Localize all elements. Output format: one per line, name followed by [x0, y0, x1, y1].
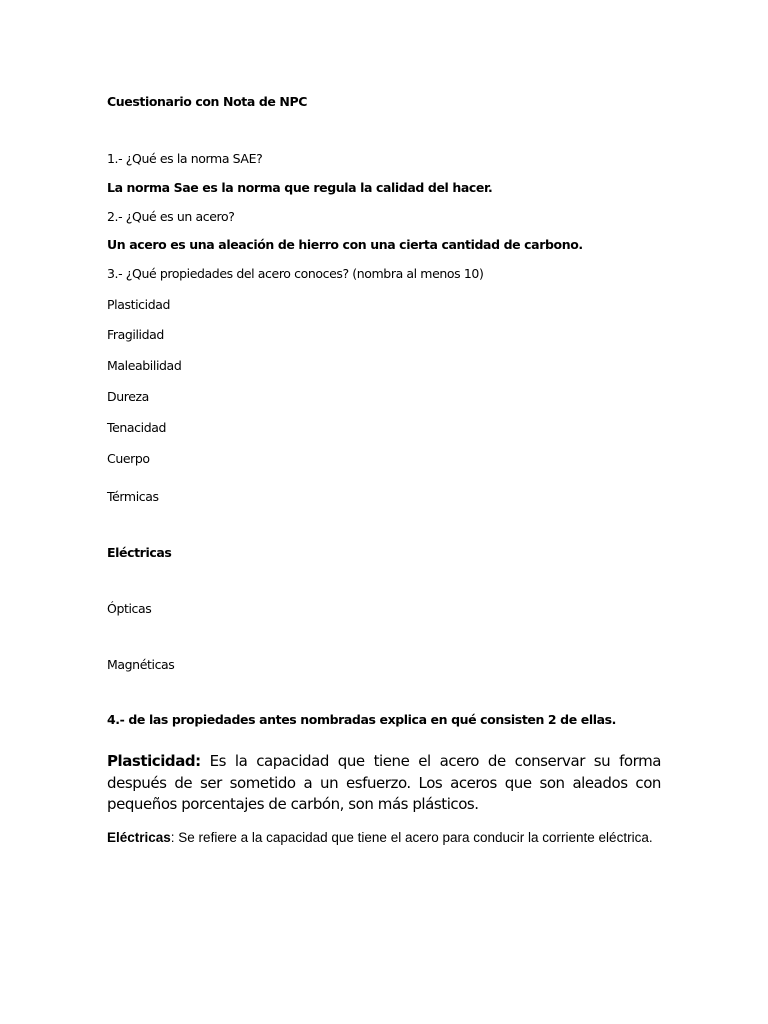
property-item: Plasticidad	[107, 297, 171, 312]
answer-2: Un acero es una aleación de hierro con una cierta cantidad de carbono.	[107, 237, 583, 252]
document-title: Cuestionario con Nota de NPC	[107, 94, 307, 109]
question-2: 2.- ¿Qué es un acero?	[107, 209, 235, 224]
plasticidad-text: Es la capacidad que tiene el acero de conservar su forma después de ser sometido a un esfuerzo. Los aceros que son aleados con pequeños porcentajes de carbón, son más plásticos.	[107, 752, 661, 813]
plasticidad-term: Plasticidad:	[107, 752, 201, 770]
property-item: Maleabilidad	[107, 358, 182, 373]
property-item: Magnéticas	[107, 657, 175, 672]
property-item: Tenacidad	[107, 420, 167, 435]
property-item: Cuerpo	[107, 451, 150, 466]
property-item: Eléctricas	[107, 545, 172, 560]
property-item: Fragilidad	[107, 327, 164, 342]
question-4: 4.- de las propiedades antes nombradas explica en qué consisten 2 de ellas.	[107, 712, 617, 727]
question-1: 1.- ¿Qué es la norma SAE?	[107, 151, 263, 166]
property-item: Térmicas	[107, 489, 159, 504]
answer-1: La norma Sae es la norma que regula la calidad del hacer.	[107, 180, 493, 195]
electricas-paragraph	[107, 829, 661, 846]
electricas-term: Eléctricas	[107, 830, 171, 845]
property-item: Dureza	[107, 389, 149, 404]
question-3: 3.- ¿Qué propiedades del acero conoces? (nombra al menos 10)	[107, 266, 484, 281]
plasticidad-paragraph	[107, 751, 661, 816]
property-item: Ópticas	[107, 601, 152, 616]
electricas-text: : Se refiere a la capacidad que tiene el acero para conducir la corriente eléctrica.	[170, 830, 653, 845]
